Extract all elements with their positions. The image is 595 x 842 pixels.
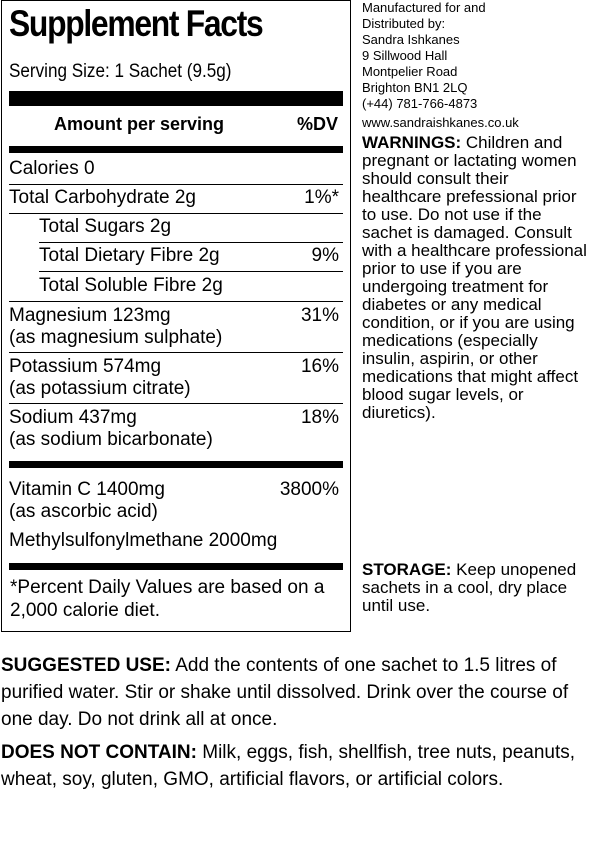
warnings-text: Children and pregnant or lactating women should consult their healthcare prefessional prior to use. Do not use if the sachet is damaged. Consult with a healthcare professional prior to use if you are undergoing treatment for diabetes or any medical condition, or if you are using medications (especially insulin, aspirin, or other medications that might affect blood sugar levels, or diuretics). — [362, 133, 587, 422]
nutrient-source: (as magnesium sulphate) — [9, 327, 223, 348]
nutrient-label: Total Soluble Fibre 2g — [39, 275, 223, 296]
side-information — [362, 0, 594, 615]
nutrient-source: (as potassium citrate) — [9, 378, 191, 399]
column-header — [9, 109, 343, 143]
storage-text: Keep unopened sachets in a cool, dry place until use. — [362, 560, 577, 615]
nutrient-source: (as ascorbic acid) — [9, 501, 158, 522]
does-not-contain-section — [1, 739, 591, 793]
does-not-contain-text: Milk, eggs, fish, shellfish, tree nuts, peanuts, wheat, soy, gluten, GMO, artificial flavors, or artificial colors. — [1, 742, 576, 790]
nutrient-label: Magnesium 123mg — [9, 305, 171, 326]
nutrient-label: Potassium 574mg — [9, 356, 162, 377]
manufacturer-line: Distributed by: — [362, 16, 446, 31]
nutrient-source: (as sodium bicarbonate) — [9, 429, 213, 450]
medium-divider — [9, 563, 343, 570]
nutrient-row — [9, 216, 343, 243]
nutrient-row — [9, 530, 343, 556]
nutrient-dv: 18% — [300, 407, 339, 428]
manufacturer-website: www.sandraishkanes.co.uk — [362, 115, 519, 130]
calories-row — [9, 158, 343, 185]
nutrient-row — [9, 356, 343, 404]
nutrient-label: Vitamin C 1400mg — [9, 479, 165, 500]
nutrient-dv: 31% — [300, 305, 339, 326]
nutrient-label: Total Carbohydrate 2g — [9, 187, 196, 208]
nutrient-row — [9, 407, 343, 454]
manufacturer-line: 9 Sillwood Hall — [362, 48, 448, 63]
nutrient-dv: 1%* — [304, 187, 339, 208]
calories-label: Calories 0 — [9, 158, 95, 179]
does-not-contain-heading: DOES NOT CONTAIN: — [1, 742, 197, 763]
serving-size: Serving Size: 1 Sachet (9.5g) — [9, 61, 232, 82]
nutrient-label: Sodium 437mg — [9, 407, 137, 428]
medium-divider — [9, 146, 343, 153]
warnings-heading: WARNINGS: — [362, 133, 462, 152]
medium-divider — [9, 461, 343, 468]
daily-value-footnote: *Percent Daily Values are based on a 2,000 calorie diet. — [10, 577, 325, 621]
nutrient-row — [9, 275, 343, 302]
nutrient-dv: 9% — [311, 245, 339, 266]
nutrient-row — [9, 187, 343, 214]
amount-per-serving-header: Amount per serving — [54, 114, 225, 134]
suggested-use-text: Add the contents of one sachet to 1.5 litres of purified water. Stir or shake until dissolved. Drink over the course of one day. Do not drink all at once. — [1, 655, 569, 730]
manufacturer-line: Montpelier Road — [362, 64, 458, 79]
manufacturer-line: (+44) 781-766-4873 — [362, 96, 478, 111]
supplement-facts-panel — [1, 0, 351, 632]
dv-header: %DV — [296, 114, 338, 134]
manufacturer-info — [362, 0, 594, 131]
warnings-section — [362, 134, 592, 422]
nutrient-label: Total Dietary Fibre 2g — [39, 245, 220, 266]
storage-section — [362, 561, 592, 615]
suggested-use-section — [1, 652, 591, 733]
nutrient-label: Methylsulfonylmethane 2000mg — [9, 530, 278, 551]
manufacturer-line: Sandra Ishkanes — [362, 32, 460, 47]
storage-heading: STORAGE: — [362, 560, 452, 579]
manufacturer-line: Brighton BN1 2LQ — [362, 80, 468, 95]
nutrient-dv: 3800% — [279, 479, 339, 500]
manufacturer-line: Manufactured for and — [362, 0, 486, 15]
nutrient-row — [9, 305, 343, 353]
nutrient-dv: 16% — [300, 356, 339, 377]
nutrient-label: Total Sugars 2g — [39, 216, 172, 237]
nutrient-row — [9, 245, 343, 272]
panel-title: Supplement Facts — [9, 3, 263, 44]
suggested-use-heading: SUGGESTED USE: — [1, 655, 171, 676]
thick-divider — [9, 91, 343, 106]
nutrient-row — [9, 479, 343, 526]
